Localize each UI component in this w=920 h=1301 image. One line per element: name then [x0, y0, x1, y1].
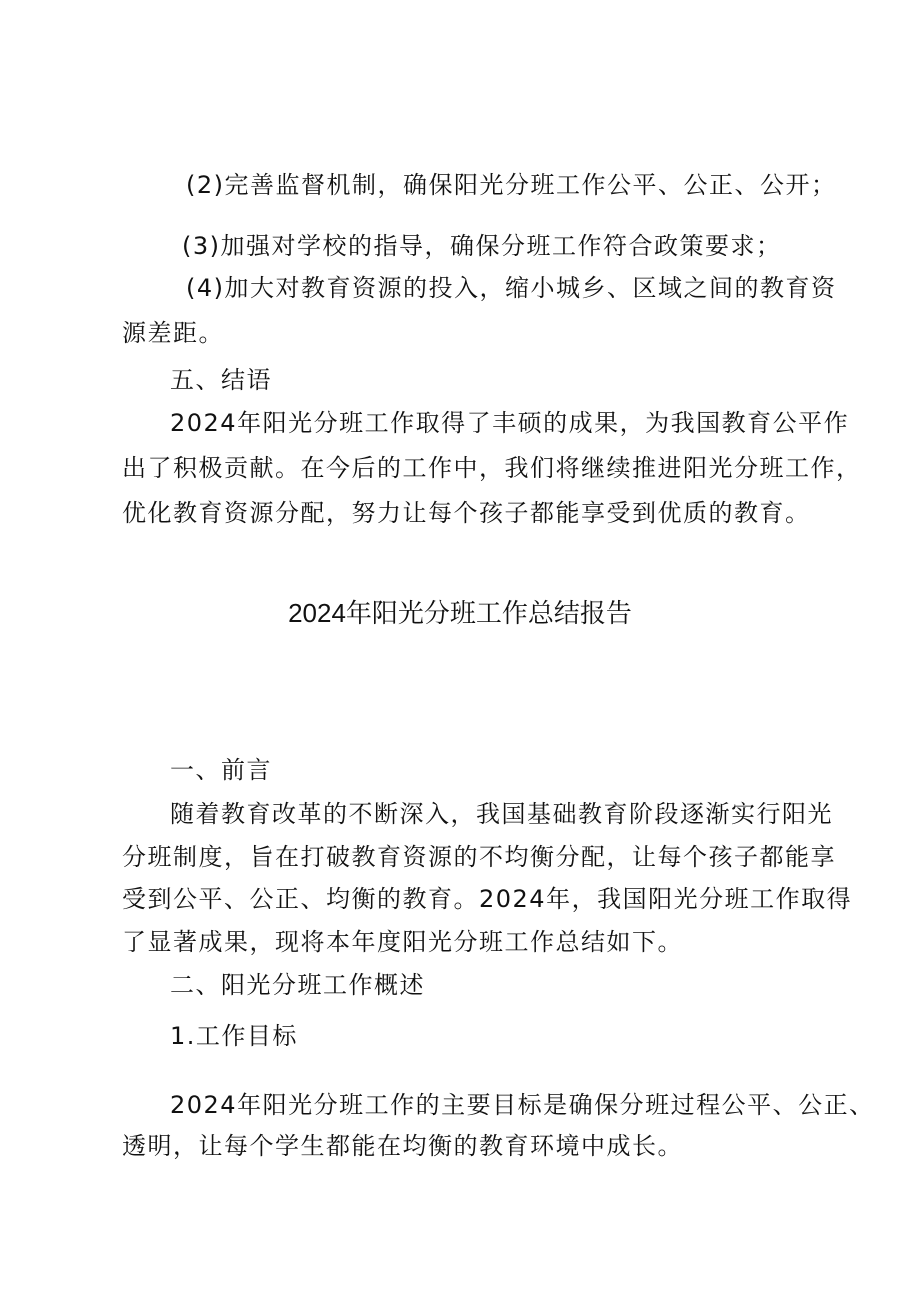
paragraph-line: 了显著成果，现将本年度阳光分班工作总结如下。: [122, 928, 683, 956]
paragraph-line: 2024年阳光分班工作的主要目标是确保分班过程公平、公正、: [170, 1091, 875, 1119]
paragraph-line: 分班制度，旨在打破教育资源的不均衡分配，让每个孩子都能享: [122, 843, 836, 871]
subsection-heading-goal: 1.工作目标: [170, 1022, 298, 1050]
report-title: 2024年阳光分班工作总结报告: [288, 598, 632, 628]
paragraph-line: 随着教育改革的不断深入，我国基础教育阶段逐渐实行阳光: [170, 800, 833, 828]
measure-item-3: (3)加强对学校的指导，确保分班工作符合政策要求；: [182, 232, 782, 260]
section-heading-conclusion: 五、结语: [170, 366, 272, 394]
measure-item-4: (4)加大对教育资源的投入，缩小城乡、区域之间的教育资: [186, 274, 837, 302]
paragraph-line: 透明，让每个学生都能在均衡的教育环境中成长。: [122, 1132, 683, 1160]
measure-item-2: (2)完善监督机制，确保阳光分班工作公平、公正、公开；: [186, 171, 837, 199]
paragraph-line: 出了积极贡献。在今后的工作中，我们将继续推进阳光分班工作，: [122, 454, 862, 482]
section-heading-preface: 一、前言: [170, 756, 272, 784]
section-heading-overview: 二、阳光分班工作概述: [170, 971, 425, 999]
measure-item-4-continued: 源差距。: [122, 319, 224, 347]
paragraph-line: 2024年阳光分班工作取得了丰硕的成果，为我国教育公平作: [170, 409, 850, 437]
paragraph-line: 受到公平、公正、均衡的教育。2024年，我国阳光分班工作取得: [122, 885, 853, 913]
paragraph-line: 优化教育资源分配，努力让每个孩子都能享受到优质的教育。: [122, 499, 811, 527]
